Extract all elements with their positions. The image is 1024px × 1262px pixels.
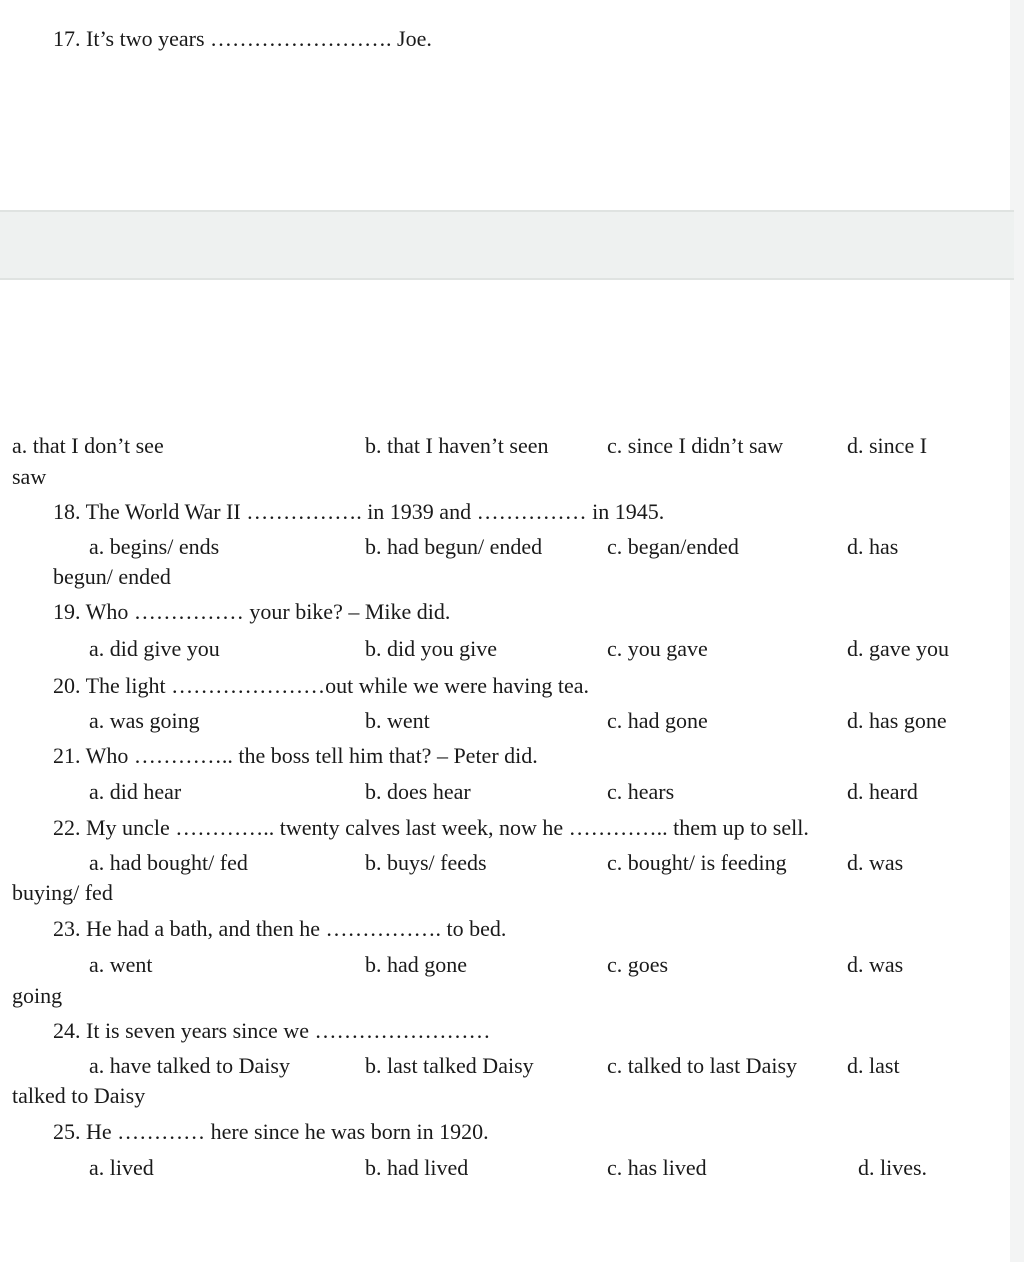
q22-option-a: a. had bought/ fed — [89, 850, 248, 875]
q17-option-b: b. that I haven’t seen — [365, 433, 549, 458]
q20-option-a: a. was going — [89, 708, 200, 733]
q18-option-c: c. began/ended — [607, 534, 739, 559]
q19-option-c: c. you gave — [607, 636, 708, 661]
q23-option-d: d. was — [847, 952, 904, 977]
q25-option-a: a. lived — [89, 1155, 154, 1180]
q22-option-d-continued: buying/ fed — [12, 880, 113, 905]
question-19: 19. Who …………… your bike? – Mike did. — [53, 599, 451, 624]
q18-option-b: b. had begun/ ended — [365, 534, 543, 559]
q21-option-d: d. heard — [847, 779, 918, 804]
q17-option-d: d. since I — [847, 433, 928, 458]
q24-option-c: c. talked to last Daisy — [607, 1053, 798, 1078]
question-24: 24. It is seven years since we …………………… — [53, 1018, 491, 1043]
question-23: 23. He had a bath, and then he ……………. to bed. — [53, 916, 507, 941]
q21-option-a: a. did hear — [89, 779, 182, 804]
q23-option-c: c. goes — [607, 952, 669, 977]
q22-option-c: c. bought/ is feeding — [607, 850, 787, 875]
q22-option-d: d. was — [847, 850, 904, 875]
question-17: 17. It’s two years ……………………. Joe. — [53, 26, 432, 51]
question-25: 25. He ………… here since he was born in 1920. — [53, 1119, 489, 1144]
q24-option-d: d. last — [847, 1053, 900, 1078]
q20-option-d: d. has gone — [847, 708, 947, 733]
q23-option-b: b. had gone — [365, 952, 468, 977]
q23-option-d-continued: going — [12, 983, 63, 1008]
q19-option-d: d. gave you — [847, 636, 950, 661]
page-edge-shadow — [1010, 0, 1024, 1262]
q25-option-d: d. lives. — [858, 1155, 928, 1180]
q17-option-d-continued: saw — [12, 464, 47, 489]
q24-option-d-continued: talked to Daisy — [12, 1083, 146, 1108]
q20-option-b: b. went — [365, 708, 430, 733]
q23-option-a: a. went — [89, 952, 153, 977]
q24-option-a: a. have talked to Daisy — [89, 1053, 290, 1078]
question-20: 20. The light …………………out while we were having tea. — [53, 673, 590, 698]
q21-option-b: b. does hear — [365, 779, 471, 804]
q19-option-a: a. did give you — [89, 636, 220, 661]
q18-option-d-continued: begun/ ended — [53, 564, 171, 589]
q17-option-a: a. that I don’t see — [12, 433, 164, 458]
question-18: 18. The World War II ……………. in 1939 and …………… in 1945. — [53, 499, 665, 524]
q20-option-c: c. had gone — [607, 708, 708, 733]
question-21: 21. Who ………….. the boss tell him that? – Peter did. — [53, 743, 538, 768]
q21-option-c: c. hears — [607, 779, 675, 804]
q18-option-d: d. has — [847, 534, 899, 559]
q18-option-a: a. begins/ ends — [89, 534, 220, 559]
q22-option-b: b. buys/ feeds — [365, 850, 487, 875]
q25-option-b: b. had lived — [365, 1155, 469, 1180]
question-22: 22. My uncle ………….. twenty calves last week, now he ………….. them up to sell. — [53, 815, 809, 840]
q25-option-c: c. has lived — [607, 1155, 707, 1180]
separator-band — [0, 210, 1014, 280]
q24-option-b: b. last talked Daisy — [365, 1053, 534, 1078]
q19-option-b: b. did you give — [365, 636, 497, 661]
q17-option-c: c. since I didn’t saw — [607, 433, 784, 458]
